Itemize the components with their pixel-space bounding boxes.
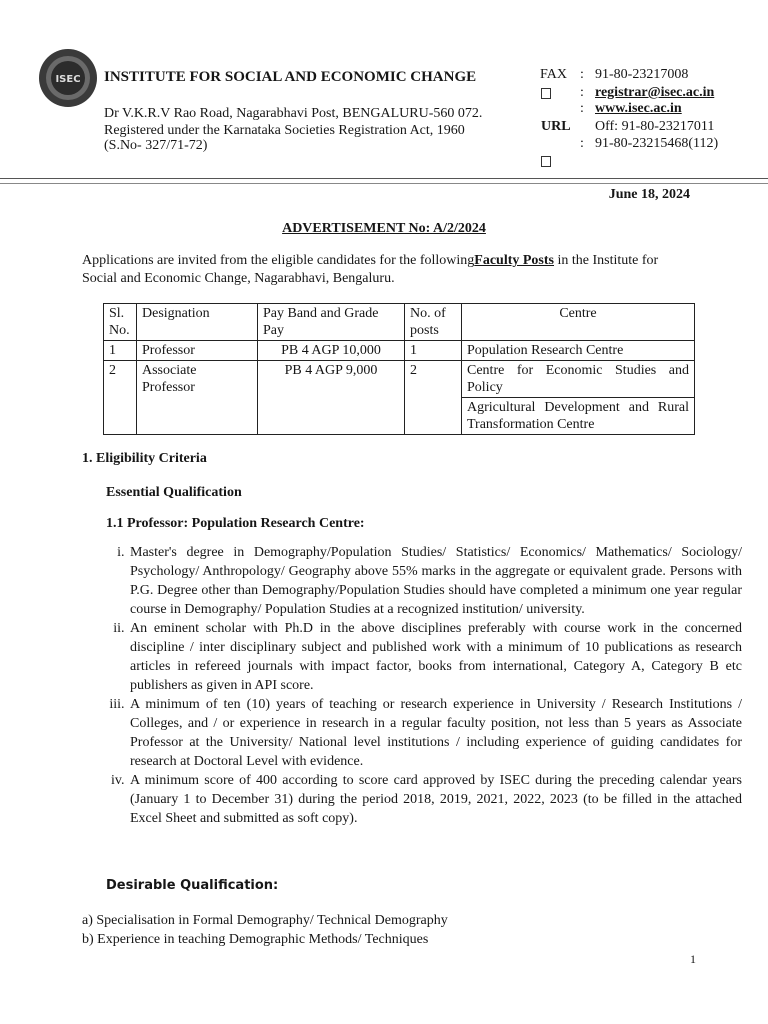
section-title: 1. Eligibility Criteria <box>82 451 207 466</box>
list-item: b) Experience in teaching Demographic Methods/ Techniques <box>82 932 429 947</box>
table-row <box>104 361 695 398</box>
row-posts: 1 <box>405 341 462 361</box>
address-line-3: (S.No- 327/71-72) <box>104 138 208 153</box>
colon-3: : <box>580 101 584 116</box>
essential-title: Essential Qualification <box>106 485 242 500</box>
checkbox-icon <box>541 88 551 99</box>
page-number: 1 <box>690 952 696 966</box>
table-header-row <box>104 304 695 341</box>
list-item: ii. An eminent scholar with Ph.D in the above disciplines preferably with course work in the concerned discipline / inter disciplinary subject and published work with a minimum of 10 publications as research articles in refereed journals with impact factor, books from international, Category A, Category B etc publishers as given in API score. <box>128 619 742 695</box>
row-centre: Agricultural Development and Rural Transformation Centre <box>462 398 695 435</box>
logo-text: ISEC <box>55 74 81 85</box>
header-sl: Sl. No. <box>104 304 137 341</box>
website-link[interactable]: www.isec.ac.in <box>595 101 682 116</box>
intro-text-1: Applications are invited from the eligible candidates for the following <box>82 253 475 268</box>
posts-table <box>103 303 695 435</box>
list-item: iv. A minimum score of 400 according to score card approved by ISEC during the preceding calendar years (January 1 to December 31) during the period 2018, 2019, 2021, 2022, 2023 (to be filled in the attached Excel Sheet and submitted as soft copy). <box>128 771 742 828</box>
row-designation: Professor <box>137 341 258 361</box>
criteria-list <box>82 543 742 828</box>
row-sl: 2 <box>104 361 137 435</box>
row-centre: Centre for Economic Studies and Policy <box>462 361 695 398</box>
header-pay: Pay Band and Grade Pay <box>258 304 405 341</box>
row-sl: 1 <box>104 341 137 361</box>
office-phone: Off: 91-80-23217011 <box>595 119 715 134</box>
email-link[interactable]: registrar@isec.ac.in <box>595 85 715 100</box>
url-label: URL <box>541 119 571 134</box>
fax-value: 91-80-23217008 <box>595 67 689 82</box>
row-pay: PB 4 AGP 9,000 <box>258 361 405 435</box>
intro-highlight: Faculty Posts <box>474 253 554 268</box>
fax-label: FAX <box>540 67 567 82</box>
table-row <box>104 341 695 361</box>
document-date: June 18, 2024 <box>608 187 690 202</box>
list-item: a) Specialisation in Formal Demography/ Technical Demography <box>82 913 448 928</box>
advertisement-title: ADVERTISEMENT No: A/2/2024 <box>282 221 486 236</box>
isec-seal-icon <box>38 48 98 108</box>
row-centre: Population Research Centre <box>462 341 695 361</box>
intro-paragraph <box>82 252 694 288</box>
header-divider <box>0 178 768 179</box>
subsection-title: 1.1 Professor: Population Research Centre: <box>106 516 365 531</box>
address-line-1: Dr V.K.R.V Rao Road, Nagarabhavi Post, BENGALURU-560 072. <box>104 106 483 121</box>
header-designation: Designation <box>137 304 258 341</box>
header-posts: No. of posts <box>405 304 462 341</box>
desirable-title: Desirable Qualification: <box>106 878 279 893</box>
checkbox-icon <box>541 156 551 167</box>
header-centre: Centre <box>462 304 695 341</box>
phone-2: 91-80-23215468(112) <box>595 136 719 151</box>
row-pay: PB 4 AGP 10,000 <box>258 341 405 361</box>
colon-4: : <box>580 136 584 151</box>
address-line-2: Registered under the Karnataka Societies Registration Act, 1960 <box>104 123 465 138</box>
institute-name: INSTITUTE FOR SOCIAL AND ECONOMIC CHANGE <box>104 69 477 85</box>
list-item: iii. A minimum of ten (10) years of teaching or research experience in University / Research Institutions / Colleges, and / or experience in research in a regular faculty position, not less than 5 years as Associate Professor at the University/ National level institutions / including experience of guiding candidates for research at Doctoral Level with evidence. <box>128 695 742 771</box>
colon-2: : <box>580 85 584 100</box>
header-divider-thin <box>0 183 768 184</box>
intro-text-2: in the Institute for Social and Economic Change, Nagarabhavi, Bengaluru. <box>82 253 659 286</box>
row-designation: Associate Professor <box>137 361 258 435</box>
row-posts: 2 <box>405 361 462 435</box>
colon-1: : <box>580 67 584 82</box>
list-item: i. Master's degree in Demography/Population Studies/ Statistics/ Economics/ Mathematics/ Sociology/ Psychology/ Anthropology/ Geography above 55% marks in the aggregate or equivalent grade. Persons with P.G. Degree other than Demography/Population Studies should have completed a minimum one year regular course in Demography/ Population Studies at a recognized institution/ university. <box>128 543 742 619</box>
